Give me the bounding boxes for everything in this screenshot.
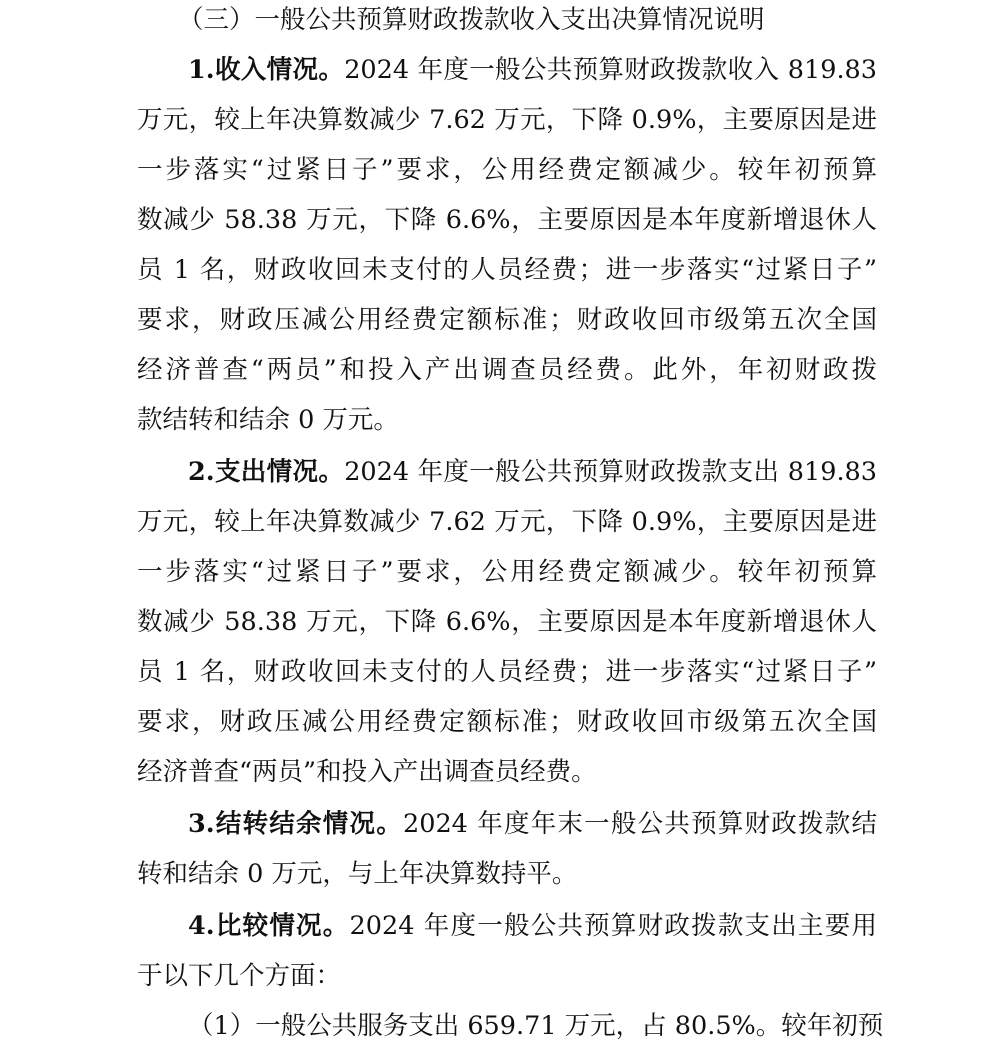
expenditure-paragraph-line-4: 数减少 58.38 万元，下降 6.6%，主要原因是本年度新增退休人 <box>137 607 877 637</box>
carryover-title: 3.结转结余情况。 <box>188 809 403 839</box>
carryover-text: 2024 年度年末一般公共预算财政拨款结 <box>403 809 877 839</box>
income-text: 2024 年度一般公共预算财政拨款收入 819.83 <box>344 55 877 85</box>
carryover-paragraph-line-2: 转和结余 0 万元，与上年决算数持平。 <box>137 859 578 889</box>
expenditure-paragraph-line-3: 一步落实“过紧日子”要求，公用经费定额减少。较年初预算 <box>137 557 877 587</box>
income-paragraph-line-7: 经济普查“两员”和投入产出调查员经费。此外，年初财政拨 <box>137 355 877 385</box>
comparison-paragraph-line-1 <box>188 906 877 946</box>
expenditure-paragraph-line-7: 经济普查“两员”和投入产出调查员经费。 <box>137 757 597 787</box>
comparison-text: 2024 年度一般公共预算财政拨款支出主要用 <box>349 911 877 941</box>
comparison-title: 4.比较情况。 <box>188 911 350 941</box>
expenditure-text: 2024 年度一般公共预算财政拨款支出 819.83 <box>344 457 877 487</box>
income-paragraph-line-6: 要求，财政压减公用经费定额标准；财政收回市级第五次全国 <box>137 305 877 335</box>
expenditure-title: 2.支出情况。 <box>188 457 345 487</box>
carryover-paragraph-line-1 <box>188 804 877 844</box>
income-title: 1.收入情况。 <box>188 55 345 85</box>
income-paragraph-line-4: 数减少 58.38 万元，下降 6.6%，主要原因是本年度新增退休人 <box>137 205 877 235</box>
expenditure-paragraph-line-2: 万元，较上年决算数减少 7.62 万元，下降 0.9%，主要原因是进 <box>137 507 877 537</box>
income-paragraph-line-3: 一步落实“过紧日子”要求，公用经费定额减少。较年初预算 <box>137 155 877 185</box>
income-paragraph-line-1 <box>188 50 877 90</box>
income-paragraph-line-2: 万元，较上年决算数减少 7.62 万元，下降 0.9%，主要原因是进 <box>137 105 877 135</box>
item1-line: （1）一般公共服务支出 659.71 万元，占 80.5%。较年初预 <box>188 1011 884 1041</box>
section-heading: （三）一般公共预算财政拨款收入支出决算情况说明 <box>178 5 765 35</box>
comparison-paragraph-line-2: 于以下几个方面： <box>137 961 342 991</box>
income-paragraph-line-8: 款结转和结余 0 万元。 <box>137 405 399 435</box>
expenditure-paragraph-line-1 <box>188 452 877 492</box>
expenditure-paragraph-line-6: 要求，财政压减公用经费定额标准；财政收回市级第五次全国 <box>137 707 877 737</box>
expenditure-paragraph-line-5: 员 1 名，财政收回未支付的人员经费；进一步落实“过紧日子” <box>137 657 877 687</box>
income-paragraph-line-5: 员 1 名，财政收回未支付的人员经费；进一步落实“过紧日子” <box>137 255 877 285</box>
